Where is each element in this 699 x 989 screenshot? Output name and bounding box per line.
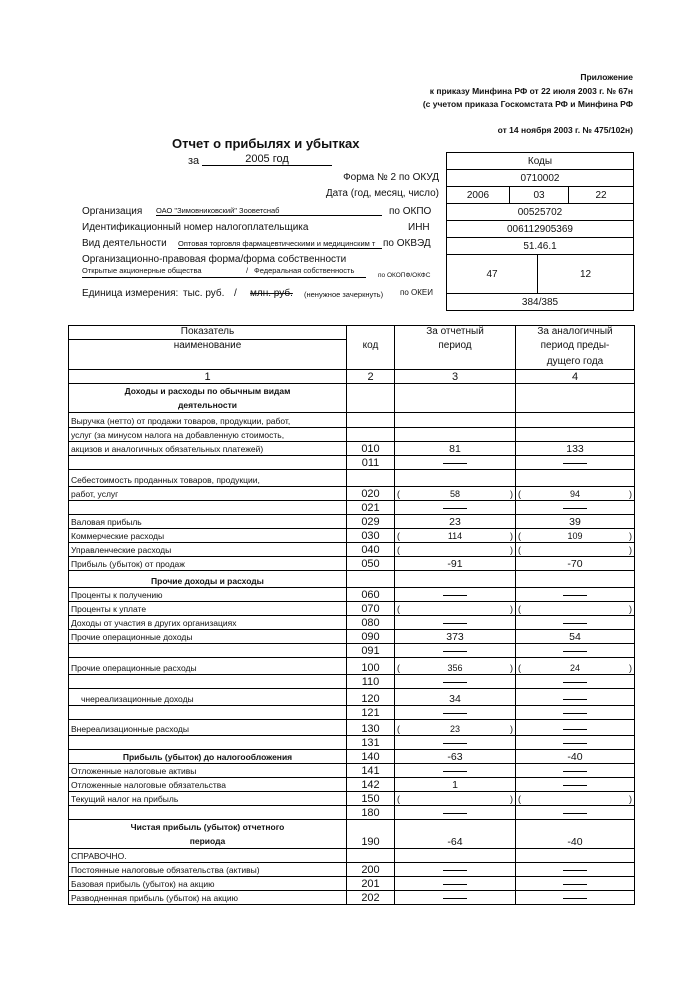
dash xyxy=(443,898,467,899)
row-120: чнереализационные доходы xyxy=(69,689,347,706)
code-142: 142 xyxy=(347,778,395,792)
val-120-cur: 34 xyxy=(395,689,516,706)
unit-slash: / xyxy=(234,288,237,299)
date-year: 2006 xyxy=(447,187,510,203)
form-label: Форма № 2 по ОКУД xyxy=(343,172,439,183)
row-060: Проценты к получению xyxy=(69,588,347,602)
dash xyxy=(563,508,587,509)
code-040: 040 xyxy=(347,543,395,557)
val-020-cur: 58 xyxy=(449,489,460,499)
row-010-c: акцизов и аналогичных обязательных платежей) xyxy=(69,442,347,456)
row-130: Внереализационные расходы xyxy=(69,720,347,736)
row-010-a: Выручка (нетто) от продажи товаров, продукции, работ, xyxy=(69,413,347,428)
dash xyxy=(563,870,587,871)
okved-label: по ОКВЭД xyxy=(383,238,431,249)
ownership: Федеральная собственность xyxy=(254,266,355,275)
date-label: Дата (год, месяц, число) xyxy=(325,188,439,199)
val-100-cur: 356 xyxy=(447,663,463,673)
val-140-prev: -40 xyxy=(516,750,635,764)
h-indicator: Показатель xyxy=(69,326,347,340)
val-029-cur: 23 xyxy=(395,515,516,529)
code-070: 070 xyxy=(347,602,395,616)
unit-label: Единица измерения: xyxy=(82,288,179,299)
date-day: 22 xyxy=(595,189,607,201)
code-030: 030 xyxy=(347,529,395,543)
inn-label: Идентификационный номер налогоплательщика xyxy=(82,222,309,233)
okopf-code: 47 xyxy=(447,255,538,293)
h-num-3: 3 xyxy=(395,370,516,384)
dash xyxy=(443,870,467,871)
val-142-cur: 1 xyxy=(395,778,516,792)
code-190: 190 xyxy=(347,820,395,849)
section-ordinary: Доходы и расходы по обычным видам деятельности xyxy=(69,384,347,413)
okopf-label: по ОКОПФ/ОКФС xyxy=(378,272,431,279)
row-190: Чистая прибыль (убыток) отчетного периода xyxy=(69,820,347,849)
dash xyxy=(563,623,587,624)
header-line-1: Приложение xyxy=(580,72,633,82)
unit-struck: млн. руб. xyxy=(250,288,293,299)
row-050: Прибыль (убыток) от продаж xyxy=(69,557,347,571)
okei-label: по ОКЕИ xyxy=(400,288,433,297)
h-num-2: 2 xyxy=(347,370,395,384)
h-num-1: 1 xyxy=(69,370,347,384)
h-current-1: За отчетный xyxy=(395,326,516,340)
val-190-cur: -64 xyxy=(395,820,516,849)
val-029-prev: 39 xyxy=(516,515,635,529)
code-150: 150 xyxy=(347,792,395,806)
row-020-a: Себестоимость проданных товаров, продукции, xyxy=(69,470,347,487)
row-202: Разводненная прибыль (убыток) на акцию xyxy=(69,891,347,905)
code-029: 029 xyxy=(347,515,395,529)
period-prefix: за xyxy=(188,155,200,167)
section-other: Прочие доходы и расходы xyxy=(69,571,347,588)
okpo-label: по ОКПО xyxy=(389,206,432,217)
unit-value: тыс. руб. xyxy=(183,288,225,299)
code-200: 200 xyxy=(347,863,395,877)
h-name: наименование xyxy=(69,340,347,357)
dash xyxy=(563,651,587,652)
legal-label: Организационно-правовая форма/форма собственности xyxy=(82,254,347,265)
row-030: Коммерческие расходы xyxy=(69,529,347,543)
h-prev-3: дущего года xyxy=(516,356,635,370)
code-010: 010 xyxy=(347,442,395,456)
code-060: 060 xyxy=(347,588,395,602)
dash xyxy=(563,743,587,744)
row-142: Отложенные налоговые обязательства xyxy=(69,778,347,792)
dash xyxy=(563,463,587,464)
val-130-cur: 23 xyxy=(449,724,460,734)
okfs-code: 12 xyxy=(579,268,592,280)
code-201: 201 xyxy=(347,877,395,891)
row-070: Проценты к уплате xyxy=(69,602,347,616)
dash xyxy=(443,743,467,744)
dash xyxy=(443,813,467,814)
org-name: ОАО "Зимовниковский" Зооветснаб xyxy=(156,206,382,216)
dash xyxy=(563,699,587,700)
dash xyxy=(443,682,467,683)
okei-code: 384/385 xyxy=(521,296,559,308)
val-050-prev: -70 xyxy=(516,557,635,571)
activity-label: Вид деятельности xyxy=(82,238,167,249)
inn-code: 006112905369 xyxy=(447,221,633,238)
legal-form: Открытые акционерные общества xyxy=(82,266,202,275)
org-label: Организация xyxy=(82,206,143,217)
dash xyxy=(443,651,467,652)
val-190-prev: -40 xyxy=(516,820,635,849)
period-value: 2005 год xyxy=(202,153,332,166)
code-131: 131 xyxy=(347,736,395,750)
dash xyxy=(563,729,587,730)
row-140: Прибыль (убыток) до налогообложения xyxy=(69,750,347,764)
row-040: Управленческие расходы xyxy=(69,543,347,557)
dash xyxy=(563,595,587,596)
val-030-cur: 114 xyxy=(447,531,463,541)
code-100: 100 xyxy=(347,658,395,675)
dash xyxy=(443,713,467,714)
val-010-prev: 133 xyxy=(516,442,635,456)
val-050-cur: -91 xyxy=(395,557,516,571)
dash xyxy=(563,785,587,786)
row-020-b: работ, услуг xyxy=(69,487,347,501)
code-120: 120 xyxy=(347,689,395,706)
pl-table: Показатель За отчетный За аналогичный наименование код период период преды- дущего года 1 2 3 4 Доходы и расходы по обычным видам деятельности Выручка (нетто) от продажи товаров, продукции, работ, услуг (за минусом налога на добавленную стоимость, акцизов и аналогичных обязательных платежей) 010 81 133 011 Себестоимость проданных товаров, продукции, работ, услуг 020 ( 58 ) ( 94 ) 021 Валовая прибыль 029 23 39 Коммерческие расходы 030 ( 114 ) ( 109 ) Управленческие расходы 040 ( ) ( ) Прибыль (убыток) от продаж 050 -91 -70 Прочие доходы и расходы Проценты к получению 060 Проценты к уплате 070 ( ) ( ) Доходы от участия в других организациях 080 Прочие операционные доходы 090 373 54 091 Прочие операционные расходы 100 ( 356 ) ( 24 ) 110 чнереализационные доходы 120 34 121 Внереализационные расходы 130 ( 23 ) 131 Прибыль (убыток) до налогообложения 140 -63 -40 Отложенные налоговые активы 141 Отложенные налоговые обязательства 142 1 Текущий налог на прибыль 150 ( ) ( ) 180 Чистая прибыль (убыток) отчетного периода 190 -64 -40 СПРАВОЧНО. Постоянные налоговые обязательства (активы) 200 Базовая прибыль (убыток) на акцию 201 Разводненная прибыль (убыток) на акцию 202 xyxy=(68,325,635,905)
row-200: Постоянные налоговые обязательства (активы) xyxy=(69,863,347,877)
row-080: Доходы от участия в других организациях xyxy=(69,616,347,630)
code-091: 091 xyxy=(347,644,395,658)
row-029: Валовая прибыль xyxy=(69,515,347,529)
val-100-prev: 24 xyxy=(569,663,580,673)
dash xyxy=(443,771,467,772)
h-code: код xyxy=(347,340,395,357)
unit-note: (ненужное зачеркнуть) xyxy=(304,290,384,299)
okpo-code: 00525702 xyxy=(447,204,633,221)
form-code: 0710002 xyxy=(447,170,633,187)
date-month: 03 xyxy=(510,187,569,203)
code-130: 130 xyxy=(347,720,395,736)
dash xyxy=(443,623,467,624)
codes-box xyxy=(446,152,634,311)
h-prev-1: За аналогичный xyxy=(516,326,635,340)
code-080: 080 xyxy=(347,616,395,630)
code-011: 011 xyxy=(347,456,395,470)
val-020-prev: 94 xyxy=(569,489,580,499)
val-030-prev: 109 xyxy=(567,531,583,541)
row-150: Текущий налог на прибыль xyxy=(69,792,347,806)
code-021: 021 xyxy=(347,501,395,515)
code-141: 141 xyxy=(347,764,395,778)
code-020: 020 xyxy=(347,487,395,501)
row-201: Базовая прибыль (убыток) на акцию xyxy=(69,877,347,891)
okved-code: 51.46.1 xyxy=(447,238,633,255)
code-050: 050 xyxy=(347,557,395,571)
dash xyxy=(563,898,587,899)
header-line-3: (с учетом приказа Госкомстата РФ и Минфина РФ xyxy=(422,99,633,109)
dash xyxy=(563,771,587,772)
legal-underline xyxy=(82,277,366,278)
row-ref: СПРАВОЧНО. xyxy=(69,849,347,863)
row-090: Прочие операционные доходы xyxy=(69,630,347,644)
header-line-4: от 14 ноября 2003 г. № 475/102н) xyxy=(497,125,633,135)
code-090: 090 xyxy=(347,630,395,644)
code-140: 140 xyxy=(347,750,395,764)
h-num-4: 4 xyxy=(516,370,635,384)
row-141: Отложенные налоговые активы xyxy=(69,764,347,778)
val-010-cur: 81 xyxy=(395,442,516,456)
val-140-cur: -63 xyxy=(395,750,516,764)
h-prev-2: период преды- xyxy=(516,340,635,357)
inn-tag: ИНН xyxy=(408,222,430,233)
code-110: 110 xyxy=(347,675,395,689)
dash xyxy=(563,813,587,814)
header-line-2: к приказу Минфина РФ от 22 июля 2003 г. № 67н xyxy=(429,86,633,96)
dash xyxy=(563,682,587,683)
codes-title: Коды xyxy=(447,153,633,170)
legal-slash: / xyxy=(246,266,249,275)
code-202: 202 xyxy=(347,891,395,905)
dash xyxy=(563,884,587,885)
dash xyxy=(443,463,467,464)
code-121: 121 xyxy=(347,706,395,720)
activity-value: Оптовая торговля фармацевтическими и медицинским т xyxy=(178,239,382,249)
dash xyxy=(443,884,467,885)
row-010-b: услуг (за минусом налога на добавленную стоимость, xyxy=(69,428,347,442)
row-100: Прочие операционные расходы xyxy=(69,658,347,675)
dash xyxy=(443,508,467,509)
val-090-cur: 373 xyxy=(395,630,516,644)
page-title: Отчет о прибылях и убытках xyxy=(172,136,360,151)
code-180: 180 xyxy=(347,806,395,820)
dash xyxy=(443,595,467,596)
h-current-2: период xyxy=(395,340,516,357)
dash xyxy=(563,713,587,714)
val-090-prev: 54 xyxy=(516,630,635,644)
